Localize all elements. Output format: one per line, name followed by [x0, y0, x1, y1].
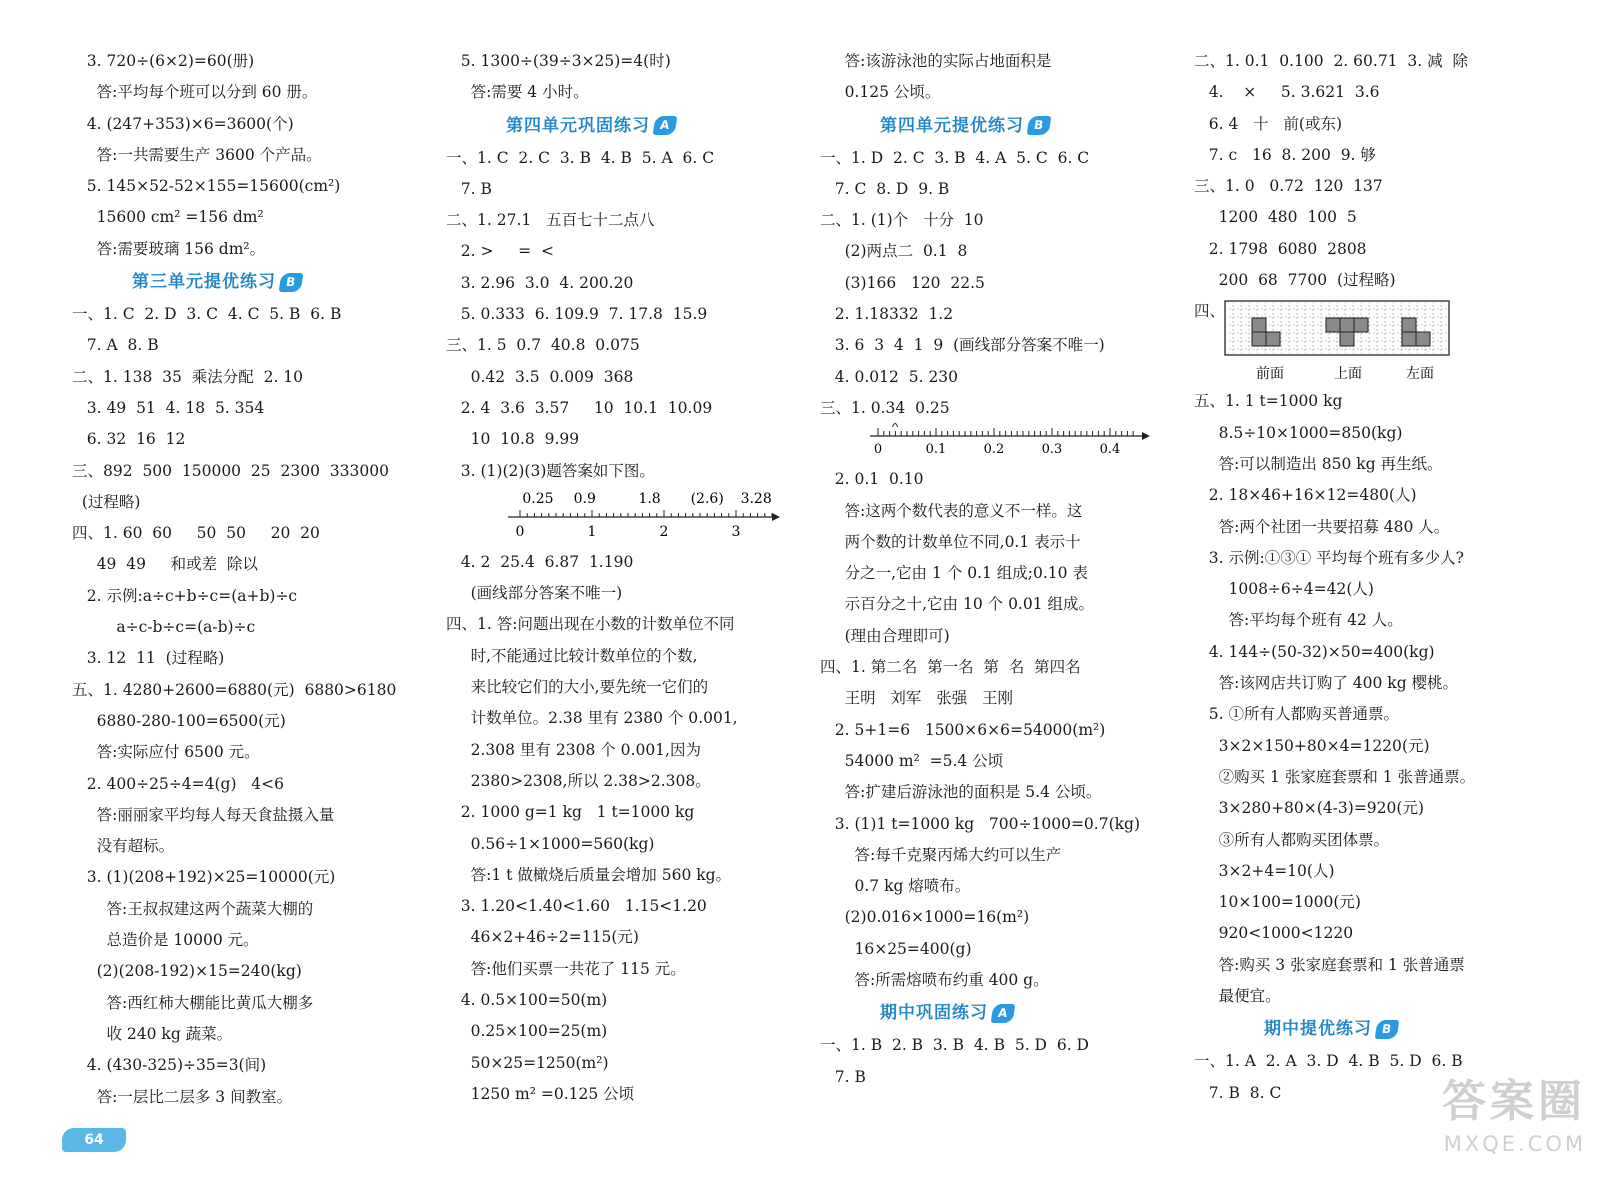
number-line-label-above: (2.6) — [690, 490, 724, 507]
answer-line: 15600 cm² =156 dm² — [72, 208, 264, 227]
number-line-label-below: 3 — [731, 523, 741, 540]
answer-line: 3×2×150+80×4=1220(元) — [1194, 736, 1430, 755]
answer-line: 二、1. 27.1 五百七十二点八 — [446, 211, 655, 230]
answer-line: 2. 1.18332 1.2 — [820, 305, 954, 324]
level-badge: A — [653, 116, 678, 135]
answer-line: 2. > = < — [446, 242, 554, 261]
answer-line: 200 68 7700 (过程略) — [1194, 271, 1396, 290]
answer-line: 6. 32 16 12 — [72, 430, 186, 449]
answer-line: ②购买 1 张家庭套票和 1 张普通票。 — [1194, 767, 1476, 786]
answer-line: 5. 145×52-52×155=15600(cm²) — [72, 177, 341, 196]
number-line-label-below: 0.1 — [925, 442, 947, 458]
answer-line: 示百分之十,它由 10 个 0.01 组成。 — [820, 595, 1095, 614]
answer-line: 49 49 和或差 除以 — [72, 555, 258, 574]
answer-line: 2. 1798 6080 2808 — [1194, 239, 1367, 258]
answer-line: 答:需要玻璃 156 dm²。 — [72, 239, 266, 258]
answer-line: 4. 0.012 5. 230 — [820, 367, 959, 386]
answer-line: 答:实际应付 6500 元。 — [72, 743, 260, 762]
answer-line: 四、1. 第二名 第一名 第 名 第四名 — [820, 658, 1081, 677]
view-square — [1340, 332, 1354, 346]
answer-line: 6. 4 十 前(或东) — [1194, 114, 1343, 133]
answer-line: 0.42 3.5 0.009 368 — [446, 367, 634, 386]
section-title: 第四单元提优练习 — [880, 115, 1024, 136]
answer-line: 最便宜。 — [1194, 987, 1281, 1006]
answer-line: 2. 400÷25÷4=4(g) 4<6 — [72, 774, 284, 793]
answer-line: 答:一层比二层多 3 间教室。 — [72, 1087, 293, 1106]
answer-line: 5. ①所有人都购买普通票。 — [1194, 705, 1399, 724]
answer-line: 一、1. C 2. D 3. C 4. C 5. B 6. B — [72, 305, 342, 324]
answer-line: 7. c 16 8. 200 9. 够 — [1194, 145, 1376, 164]
answer-line: (理由合理即可) — [820, 626, 950, 645]
section-heading-group — [132, 265, 302, 299]
answer-line: 5. 1300÷(39÷3×25)=4(时) — [446, 52, 671, 70]
answer-line: (画线部分答案不唯一) — [446, 584, 623, 603]
answer-line: (2)(208-192)×15=240(kg) — [72, 962, 302, 981]
answer-line: 50×25=1250(m²) — [446, 1053, 609, 1072]
answer-line: (2)两点二 0.1 8 — [820, 242, 968, 261]
number-line-figure — [458, 487, 772, 547]
answer-line: 五、1. 4280+2600=6880(元) 6880>6180 — [72, 680, 397, 699]
answer-line: 王明 刘军 张强 王刚 — [820, 689, 1013, 708]
answer-line: 3×280+80×(4-3)=920(元) — [1194, 799, 1424, 818]
answer-line: 五、1. 1 t=1000 kg — [1194, 392, 1343, 411]
answer-line: 10×100=1000(元) — [1194, 893, 1361, 912]
level-badge: A — [991, 1004, 1016, 1023]
answer-line: 答:该网店共订购了 400 kg 樱桃。 — [1194, 674, 1459, 693]
answer-line: 2. 0.1 0.10 — [820, 470, 924, 489]
answer-line: 分之一,它由 1 个 0.1 组成;0.10 表 — [820, 564, 1088, 583]
answer-line: 4. (247+353)×6=3600(个) — [72, 114, 294, 133]
answer-line: 答:该游泳池的实际占地面积是 — [820, 52, 1052, 70]
number-line-label-below: 2 — [659, 523, 669, 540]
answer-line: 3×2+4=10(人) — [1194, 861, 1335, 880]
column-2 — [446, 46, 796, 1110]
view-label: 左面 — [1406, 366, 1434, 383]
number-line-brace — [893, 424, 898, 428]
answer-line: 3. (1)(2)(3)题答案如下图。 — [446, 461, 655, 480]
answer-line: 0.7 kg 熔喷布。 — [820, 877, 971, 896]
answer-line: (过程略) — [72, 492, 141, 511]
answer-line: 2. 4 3.6 3.57 10 10.1 10.09 — [446, 398, 713, 417]
column-4 — [1194, 46, 1574, 1109]
answer-line: 来比较它们的大小,要先统一它们的 — [446, 678, 709, 697]
answer-line: 三、1. 0.34 0.25 — [820, 398, 950, 417]
answer-line: 4. 144÷(50-32)×50=400(kg) — [1194, 642, 1435, 661]
answer-line: 时,不能通过比较计数单位的个数, — [446, 646, 698, 665]
answer-line: 三、892 500 150000 25 2300 333000 — [72, 461, 389, 480]
number-line-label-below: 0 — [873, 442, 883, 458]
watermark-line2: MXQE.COM — [1443, 1132, 1586, 1156]
view-square — [1252, 332, 1266, 346]
section-heading-group — [1264, 1012, 1398, 1046]
answer-line: 二、1. (1)个 十分 10 — [820, 211, 984, 230]
answer-line: 收 240 kg 蔬菜。 — [72, 1024, 233, 1043]
three-views-figure — [1194, 296, 1574, 386]
level-badge: B — [1027, 116, 1052, 135]
answer-line: 二、1. 0.1 0.100 2. 60.71 3. 减 除 — [1194, 52, 1468, 70]
answer-line: 答:需要 4 小时。 — [446, 83, 589, 102]
view-square — [1252, 318, 1266, 332]
answer-line: 一、1. C 2. C 3. B 4. B 5. A 6. C — [446, 148, 715, 167]
answer-line: 2. 18×46+16×12=480(人) — [1194, 486, 1417, 505]
answer-line: 7. B 8. C — [1194, 1083, 1282, 1102]
section-heading-group — [506, 109, 676, 143]
answer-line: 3. 12 11 (过程略) — [72, 649, 225, 668]
answer-line: a÷c-b÷c=(a-b)÷c — [72, 618, 256, 637]
answer-line: 2. 1000 g=1 kg 1 t=1000 kg — [446, 803, 695, 822]
answer-line: 答:这两个数代表的意义不一样。这 — [820, 501, 1083, 520]
answer-line: 答:丽丽家平均每人每天食盐摄入量 — [72, 805, 335, 824]
answer-line: 2. 示例:a÷c+b÷c=(a+b)÷c — [72, 586, 298, 605]
answer-line: 10 10.8 9.99 — [446, 430, 580, 449]
answer-line: 920<1000<1220 — [1194, 924, 1354, 943]
answer-line: 1008÷6÷4=42(人) — [1194, 580, 1374, 599]
page-number: 64 — [62, 1128, 126, 1152]
answer-line: 0.125 公顷。 — [820, 83, 941, 102]
section-title: 期中提优练习 — [1264, 1019, 1372, 1040]
answer-line: 54000 m² =5.4 公顷 — [820, 751, 1004, 770]
answer-line: 8.5÷10×1000=850(kg) — [1194, 423, 1403, 442]
level-badge: B — [279, 273, 304, 292]
answer-line: 4. (430-325)÷35=3(间) — [72, 1056, 267, 1075]
view-square — [1402, 332, 1416, 346]
section-title: 第三单元提优练习 — [132, 272, 276, 293]
section-heading-group — [880, 109, 1050, 143]
number-line-figure — [820, 418, 1120, 462]
answer-line: 1250 m² =0.125 公顷 — [446, 1084, 635, 1103]
number-line-arrow — [1142, 432, 1150, 440]
number-line-label-above: 0.9 — [573, 490, 596, 507]
answer-line: 6880-280-100=6500(元) — [72, 711, 286, 730]
answer-line: 5. 0.333 6. 109.9 7. 17.8 15.9 — [446, 305, 708, 324]
answer-line: 答:平均每个班有 42 人。 — [1194, 611, 1403, 630]
section-title: 期中巩固练习 — [880, 1003, 988, 1024]
view-square — [1266, 332, 1280, 346]
answer-line: 答:1 t 做橄烧后质量会增加 560 kg。 — [446, 865, 732, 884]
answer-line: 1200 480 100 5 — [1194, 208, 1357, 227]
answer-line: 3. (1)1 t=1000 kg 700÷1000=0.7(kg) — [820, 814, 1140, 833]
answer-line: 一、1. D 2. C 3. B 4. A 5. C 6. C — [820, 148, 1090, 167]
answer-line: 3. 49 51 4. 18 5. 354 — [72, 398, 265, 417]
answer-line: 答:扩建后游泳池的面积是 5.4 公顷。 — [820, 783, 1102, 802]
section-title: 第四单元巩固练习 — [506, 115, 650, 136]
answer-line: 三、1. 0 0.72 120 137 — [1194, 177, 1383, 196]
level-badge: B — [1375, 1020, 1400, 1039]
section-heading-group — [880, 996, 1014, 1030]
watermark-logo — [1386, 1075, 1586, 1171]
answer-line: 三、1. 5 0.7 40.8 0.075 — [446, 336, 640, 355]
section-heading — [72, 265, 412, 299]
view-square — [1416, 332, 1430, 346]
answer-line: 总造价是 10000 元。 — [72, 931, 259, 950]
view-label: 上面 — [1334, 366, 1362, 383]
answer-line: 4. 2 25.4 6.87 1.190 — [446, 552, 634, 571]
answer-line: 3. 示例:①③① 平均每个班有多少人? — [1194, 548, 1464, 567]
answer-line: 3. 1.20<1.40<1.60 1.15<1.20 — [446, 897, 707, 916]
answer-line: 7. A 8. B — [72, 336, 159, 355]
answer-line: 3. 2.96 3.0 4. 200.20 — [446, 273, 634, 292]
answer-line: 3. 6 3 4 1 9 (画线部分答案不唯一) — [820, 336, 1105, 355]
watermark-line1: 答案圈 — [1442, 1076, 1586, 1127]
answer-line: 四、1. 答:问题出现在小数的计数单位不同 — [446, 615, 735, 634]
answer-line: 16×25=400(g) — [820, 939, 972, 958]
section-heading — [820, 996, 1170, 1030]
answer-line: 没有超标。 — [72, 837, 175, 856]
answer-line: 0.56÷1×1000=560(kg) — [446, 834, 655, 853]
answer-line: ③所有人都购买团体票。 — [1194, 830, 1390, 849]
number-line-a — [458, 487, 796, 547]
answer-line: 4. × 5. 3.621 3.6 — [1194, 83, 1380, 102]
view-square — [1354, 318, 1368, 332]
answer-line: (3)166 120 22.5 — [820, 273, 985, 292]
answer-line: 4. 0.5×100=50(m) — [446, 991, 608, 1010]
answer-line: 0.25×100=25(m) — [446, 1022, 608, 1041]
answer-line: 2. 5+1=6 1500×6×6=54000(m²) — [820, 720, 1106, 739]
answer-line: 2380>2308,所以 2.38>2.308。 — [446, 771, 711, 790]
number-line-label-below: 0.4 — [1099, 442, 1121, 458]
section-heading — [1194, 1012, 1574, 1046]
answer-line: 答:一共需要生产 3600 个产品。 — [72, 145, 322, 164]
view-square — [1340, 318, 1354, 332]
answer-line: 2.308 里有 2308 个 0.001,因为 — [446, 740, 701, 759]
views-grid-svg — [1224, 300, 1464, 390]
answer-line: 一、1. B 2. B 3. B 4. B 5. D 6. D — [820, 1036, 1089, 1055]
section-heading — [446, 109, 796, 143]
number-line-label-below: 0.3 — [1041, 442, 1063, 458]
answer-line: (2)0.016×1000=16(m²) — [820, 908, 1030, 927]
answer-line: 3. (1)(208+192)×25=10000(元) — [72, 868, 336, 887]
answer-line: 答:王叔叔建这两个蔬菜大棚的 — [72, 899, 314, 918]
answer-line: 7. C 8. D 9. B — [820, 179, 950, 198]
answer-line: 答:购买 3 张家庭套票和 1 张普通票 — [1194, 955, 1465, 974]
answer-line: 二、1. 138 35 乘法分配 2. 10 — [72, 367, 304, 386]
number-line-label-above: 0.25 — [522, 490, 554, 507]
number-line-label-below: 1 — [587, 523, 597, 540]
number-line-label-above: 1.8 — [638, 490, 661, 507]
section-heading — [820, 109, 1170, 143]
column-1 — [72, 46, 412, 1113]
answer-line: 两个数的计数单位不同,0.1 表示十 — [820, 532, 1081, 551]
answer-line: 7. B — [446, 179, 492, 198]
column-3 — [820, 46, 1170, 1093]
view-label: 前面 — [1256, 366, 1284, 383]
answer-line: 答:西红柿大棚能比黄瓜大棚多 — [72, 993, 314, 1012]
answer-line: 答:他们买票一共花了 115 元。 — [446, 959, 686, 978]
answer-line: 四、1. 60 60 50 50 20 20 — [72, 524, 320, 543]
view-square — [1402, 318, 1416, 332]
answer-line: 答:两个社团一共要招募 480 人。 — [1194, 517, 1450, 536]
number-line-label-above: 3.28 — [740, 490, 772, 507]
answer-line: 7. B — [820, 1067, 866, 1086]
answer-line: 计数单位。2.38 里有 2380 个 0.001, — [446, 709, 738, 728]
number-line-arrow — [772, 513, 780, 521]
answer-line: 答:平均每个班可以分到 60 册。 — [72, 83, 318, 102]
section-prefix: 四、 — [1194, 302, 1226, 321]
number-line-b — [820, 418, 1170, 464]
answer-line: 46×2+46÷2=115(元) — [446, 928, 639, 947]
answer-line: 3. 720÷(6×2)=60(册) — [72, 52, 255, 70]
number-line-label-below: 0 — [515, 523, 525, 540]
view-square — [1326, 318, 1340, 332]
number-line-label-below: 0.2 — [983, 442, 1005, 458]
answer-line: 答:所需熔喷布约重 400 g。 — [820, 971, 1049, 990]
answer-line: 答:可以制造出 850 kg 再生纸。 — [1194, 454, 1443, 473]
answer-line: 答:每千克聚丙烯大约可以生产 — [820, 845, 1062, 864]
answer-line: 一、1. A 2. A 3. D 4. B 5. D 6. B — [1194, 1052, 1463, 1071]
